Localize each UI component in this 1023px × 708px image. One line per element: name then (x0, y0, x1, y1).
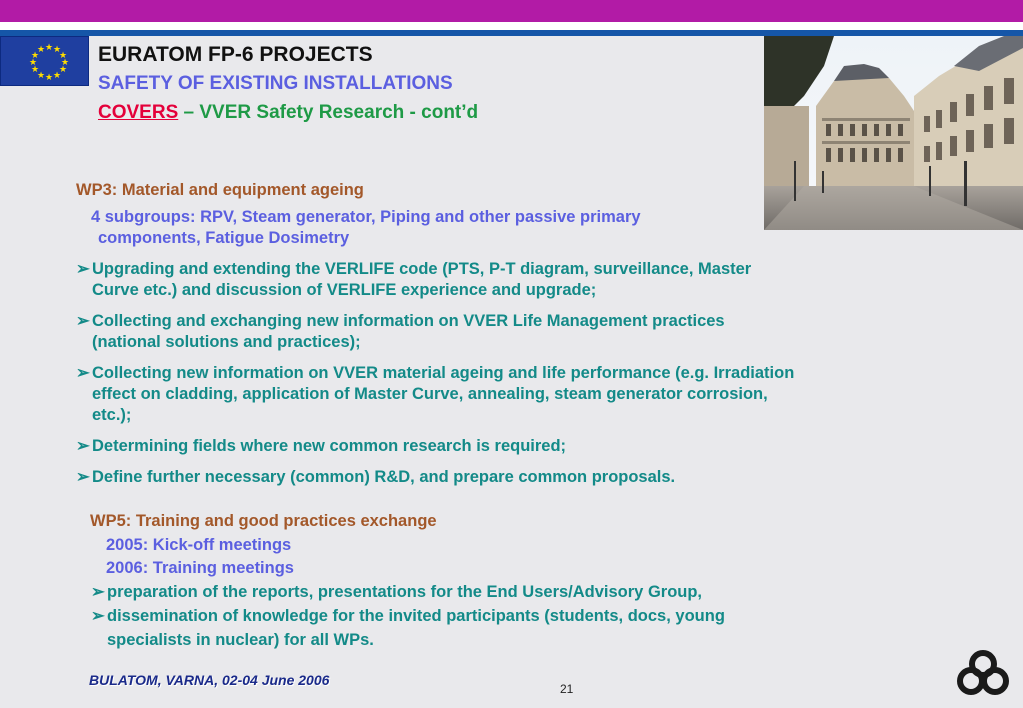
svg-text:★: ★ (52, 71, 62, 81)
covers-rest: – VVER Safety Research - cont’d (178, 102, 479, 123)
svg-text:★: ★ (58, 51, 68, 61)
bullet-arrow-icon: ➢ (76, 260, 90, 278)
bullet-arrow-icon: ➢ (76, 468, 90, 486)
wp3-bullet-3-cont2: etc.); (92, 406, 132, 424)
wp3-heading: WP3: Material and equipment ageing (76, 181, 364, 199)
bullet-arrow-icon: ➢ (76, 312, 90, 330)
top-magenta-bar (0, 0, 1023, 22)
wp5-line1: 2005: Kick-off meetings (106, 536, 292, 554)
svg-text:★: ★ (44, 73, 54, 83)
wp3-bullet-2-cont: (national solutions and practices); (92, 333, 361, 351)
top-white-stripe (0, 22, 1023, 30)
bullet-arrow-icon: ➢ (76, 437, 90, 455)
svg-text:★: ★ (28, 58, 38, 68)
covers-line (98, 98, 478, 127)
slide-title: EURATOM FP-6 PROJECTS (98, 43, 373, 66)
wp3-subgroups-line1: 4 subgroups: RPV, Steam generator, Piping and other passive primary (91, 208, 641, 226)
bullet-arrow-icon: ➢ (91, 583, 105, 601)
wp3-bullet-5: ➢ Define further necessary (common) R&D, and prepare common proposals. (76, 468, 676, 486)
svg-text:★: ★ (30, 65, 40, 75)
wp3-bullet-3-cont: effect on cladding, application of Master Curve, annealing, steam generator corrosion, (92, 385, 768, 403)
wp5-bullet-2-cont: specialists in nuclear) for all WPs. (107, 631, 374, 649)
wp3-bullet-1-cont: Curve etc.) and discussion of VERLIFE experience and upgrade; (92, 281, 597, 299)
company-logo-icon (955, 648, 1011, 696)
wp3-bullet-1: ➢ Upgrading and extending the VERLIFE code (PTS, P-T diagram, surveillance, Master (76, 260, 752, 278)
slide-subtitle: SAFETY OF EXISTING INSTALLATIONS (98, 73, 453, 94)
bullet-arrow-icon: ➢ (76, 364, 90, 382)
wp5-bullet-1: ➢ preparation of the reports, presentations for the End Users/Advisory Group, (91, 583, 703, 601)
svg-text:★: ★ (44, 43, 54, 53)
svg-text:★: ★ (58, 65, 68, 75)
svg-text:★: ★ (30, 51, 40, 61)
eu-flag-icon (0, 36, 89, 86)
wp3-bullet-4: ➢ Determining fields where new common research is required; (76, 437, 567, 455)
wp3-subgroups-line2: components, Fatigue Dosimetry (98, 229, 350, 247)
wp3-bullet-3: ➢ Collecting new information on VVER material ageing and life performance (e.g. Irradiation (76, 364, 795, 382)
svg-text:★: ★ (36, 71, 46, 81)
title-block (98, 40, 478, 127)
svg-text:★: ★ (36, 45, 46, 55)
bullet-arrow-icon: ➢ (91, 607, 105, 625)
svg-text:★: ★ (52, 45, 62, 55)
svg-text:★: ★ (60, 58, 70, 68)
wp3-bullet-2: ➢ Collecting and exchanging new information on VVER Life Management practices (76, 312, 725, 330)
footer-conference: BULATOM, VARNA, 02-04 June 2006 (89, 672, 330, 688)
wp5-heading: WP5: Training and good practices exchange (90, 512, 437, 530)
page-number: 21 (560, 682, 574, 696)
covers-label: COVERS (98, 102, 179, 123)
wp5-line2: 2006: Training meetings (106, 559, 294, 577)
city-street-photo (764, 36, 1023, 230)
wp5-bullet-2: ➢ dissemination of knowledge for the invited participants (students, docs, young (91, 607, 725, 625)
